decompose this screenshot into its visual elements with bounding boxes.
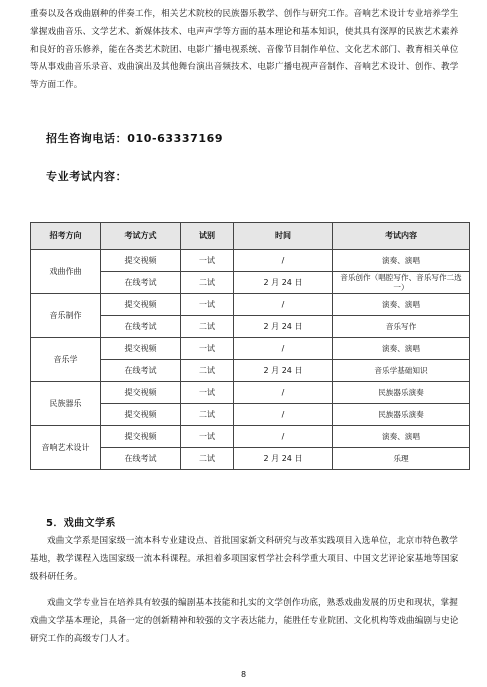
time-cell: /: [234, 404, 333, 426]
time-cell: /: [234, 250, 333, 272]
table-header-row: [31, 223, 470, 250]
round-cell: 一试: [181, 382, 234, 404]
exam-table: [30, 222, 470, 470]
content-cell: 演奏、演唱: [333, 294, 470, 316]
round-cell: 二试: [181, 316, 234, 338]
time-cell: /: [234, 338, 333, 360]
intro-text: 重奏以及各戏曲剧种的伴奏工作，相关艺术院校的民族器乐教学、创作与研究工作。音响艺术设计专业培养学生掌握戏曲音乐、文学艺术、新媒体技术、电声声学等方面的基本理论和基本知识，使其具有深厚的民族艺术素养和良好的音乐修养，能在各类艺术院团、电影广播电视系统、音像节目制作单位、文化艺术部门、教育相关单位等从事戏曲音乐录音、戏曲演出及其他舞台演出音频技术、电影广播电视声音制作、音响艺术设计、创作、教学等方面工作。: [30, 9, 459, 91]
method-cell: 提交视频: [101, 382, 181, 404]
method-cell: 在线考试: [101, 448, 181, 470]
table-row: [31, 426, 470, 448]
content-cell: 音乐学基础知识: [333, 360, 470, 382]
direction-cell: 音乐学: [31, 338, 101, 382]
table-row: [31, 250, 470, 272]
direction-cell: 音响艺术设计: [31, 426, 101, 470]
round-cell: 二试: [181, 360, 234, 382]
method-cell: 在线考试: [101, 272, 181, 294]
table-row: [31, 338, 470, 360]
round-cell: 一试: [181, 294, 234, 316]
method-cell: 提交视频: [101, 338, 181, 360]
section-5-paragraph-1: [30, 533, 462, 586]
section-5-text-2: 戏曲文学专业旨在培养具有较强的编剧基本技能和扎实的文学创作功底，熟悉戏曲发展的历史和现状，掌握戏曲文学基本理论，具备一定的创新精神和较强的文字表达能力，能胜任专业院团、文化机构等戏曲编剧与史论研究工作的高级专门人才。: [30, 598, 459, 644]
time-cell: 2 月 24 日: [234, 316, 333, 338]
direction-cell: 戏曲作曲: [31, 250, 101, 294]
intro-paragraph: [30, 6, 462, 95]
round-cell: 一试: [181, 250, 234, 272]
method-cell: 提交视频: [101, 250, 181, 272]
time-cell: /: [234, 382, 333, 404]
round-cell: 二试: [181, 448, 234, 470]
header-content: 考试内容: [333, 223, 470, 250]
page-number: 8: [240, 670, 247, 679]
content-cell: 民族器乐演奏: [333, 382, 470, 404]
header-direction: 招考方向: [31, 223, 101, 250]
direction-cell: 音乐制作: [31, 294, 101, 338]
method-cell: 在线考试: [101, 316, 181, 338]
method-cell: 在线考试: [101, 360, 181, 382]
table-row: [31, 294, 470, 316]
content-cell: 音乐创作（唱腔写作、音乐写作二选一）: [333, 272, 470, 294]
method-cell: 提交视频: [101, 404, 181, 426]
section-5-paragraph-2: [30, 595, 462, 648]
method-cell: 提交视频: [101, 294, 181, 316]
round-cell: 一试: [181, 426, 234, 448]
section-5-title: 5．戏曲文学系: [46, 518, 116, 529]
time-cell: 2 月 24 日: [234, 360, 333, 382]
time-cell: /: [234, 294, 333, 316]
round-cell: 一试: [181, 338, 234, 360]
exam-content-heading: 专业考试内容：: [46, 170, 128, 183]
content-cell: 乐理: [333, 448, 470, 470]
header-method: 考试方式: [101, 223, 181, 250]
header-round: 试别: [181, 223, 234, 250]
method-cell: 提交视频: [101, 426, 181, 448]
time-cell: /: [234, 426, 333, 448]
direction-cell: 民族器乐: [31, 382, 101, 426]
section-5-text-1: 戏曲文学系是国家级一流本科专业建设点、首批国家新文科研究与改革实践项目入选单位，北京市特色教学基地，教学课程入选国家级一流本科课程。承担着多项国家哲学社会科学重大项目、中国文艺评论家基地等国家级科研任务。: [30, 536, 459, 582]
content-cell: 演奏、演唱: [333, 426, 470, 448]
round-cell: 二试: [181, 272, 234, 294]
content-cell: 演奏、演唱: [333, 250, 470, 272]
content-cell: 演奏、演唱: [333, 338, 470, 360]
header-time: 时间: [234, 223, 333, 250]
time-cell: 2 月 24 日: [234, 448, 333, 470]
content-cell: 音乐写作: [333, 316, 470, 338]
time-cell: 2 月 24 日: [234, 272, 333, 294]
round-cell: 二试: [181, 404, 234, 426]
contact-phone-line: 招生咨询电话：010-63337169: [46, 132, 224, 145]
table-row: [31, 382, 470, 404]
content-cell: 民族器乐演奏: [333, 404, 470, 426]
